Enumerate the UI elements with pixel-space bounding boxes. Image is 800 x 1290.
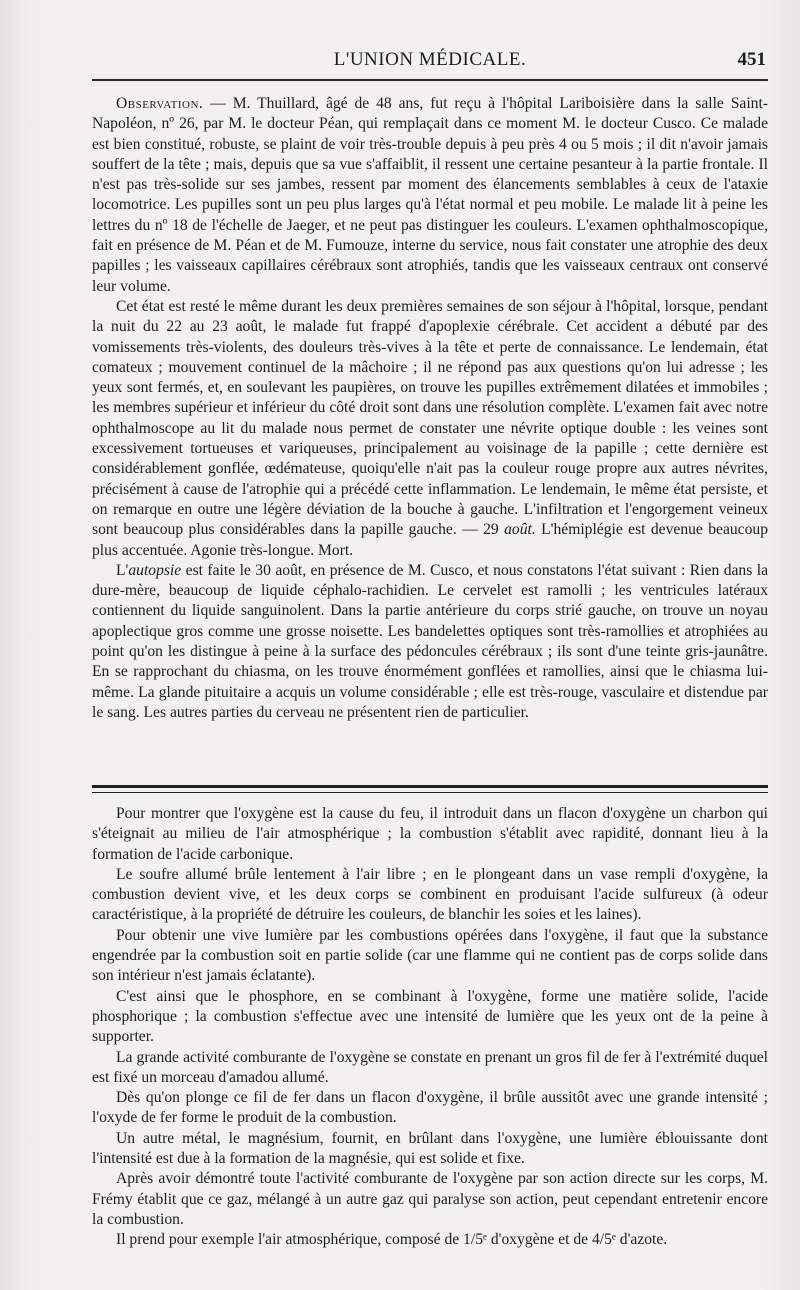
- observation-paragraph: [92, 94, 768, 297]
- oxygen-paragraph: C'est ainsi que le phosphore, en se combinant à l'oxygène, forme une matière solide, l'acide phosphorique ; la combustion s'effectue avec une intensité de lumière que les yeux ont de la peine à supporter.: [92, 987, 768, 1046]
- oxygen-paragraph: Pour obtenir une vive lumière par les combustions opérées dans l'oxygène, il faut que la substance engendrée par la combustion soit en partie solide (car une flamme qui ne contient pas de corps solide dans son intérieur n'est jamais éclatante).: [92, 926, 768, 985]
- oxygen-paragraph: Dès qu'on plonge ce fil de fer dans un flacon d'oxygène, il brûle aussitôt avec une grande intensité ; l'oxyde de fer forme le produit de la combustion.: [92, 1089, 768, 1127]
- course-paragraph: [92, 297, 768, 561]
- section-divider: [92, 785, 768, 793]
- running-title: L'UNION MÉDICALE.: [333, 49, 527, 70]
- oxygen-paragraph: La grande activité comburante de l'oxygène se constate en prenant un gros fil de fer à l'extrémité duquel est fixé un morceau d'amadou allumé.: [92, 1048, 768, 1086]
- course-date-emphasis: août.: [504, 521, 536, 539]
- oxygen-paragraph: Après avoir démontré toute l'activité comburante de l'oxygène par son action directe sur les corps, M. Frémy établit que ce gaz, mélangé à un autre gaz qui paralyse son action, peut cependant entretenir encore la combustion.: [92, 1170, 768, 1228]
- observation-section: [92, 94, 768, 723]
- oxygen-paragraph: Pour montrer que l'oxygène est la cause du feu, il introduit dans un flacon d'oxygène un charbon qui s'éteignait au milieu de l'air atmosphérique ; la combustion s'établit avec rapidité, donnant lieu à la formation de l'acide carbonique.: [92, 805, 768, 863]
- header-rule: [92, 79, 768, 81]
- oxygen-paragraph: Un autre métal, le magnésium, fournit, en brûlant dans l'oxygène, une lumière éblouissante dont l'intensité est due à la formation de la magnésie, qui est solide et fixe.: [92, 1129, 768, 1168]
- autopsy-emphasis: autopsie: [128, 561, 182, 579]
- autopsy-text: est faite le 30 août, en présence de M. Cusco, et nous constatons l'état suivant : Rien dans la dure-mère, beaucoup de liquide céphalo-rachidien. Le cervelet est ramolli ; les ventricules latéraux contiennent du liquide sanguinolent. Dans la partie antérieure du corps strié gauche, on trouve un noyau apoplectique gros comme une grosse noisette. Les bandelettes optiques sont très-ramollies et atrophiées au point qu'on les distingue à peine à la surface des pédoncules cérébraux ; ils sont d'une teinte gris-jaunâtre. En se rapprochant du chiasma, on les trouve énormément gonflées et ramollies, ainsi que le chiasma lui-même. La glande pituitaire a acquis un volume considérable ; elle est très-rouge, vasculaire et distendue par le sang. Les autres parties du cerveau ne présentent rien de particulier.: [92, 561, 768, 721]
- autopsy-paragraph: [92, 561, 768, 723]
- course-text: Cet état est resté le même durant les deux premières semaines de son séjour à l'hôpital, lorsque, pendant la nuit du 22 au 23 août, le malade fut frappé d'apoplexie cérébrale. Cet accident a débuté par des vomissements très-violents, des douleurs très-vives à la tête et perte de connaissance. Le lendemain, état comateux ; mouvement continuel de la mâchoire ; il ne répond pas aux questions qu'on lui adresse ; les yeux sont fermés, et, en soulevant les paupières, on trouve les pupilles extrêmement dilatées et immobiles ; les membres supérieur et inférieur du côté droit sont dans une résolution complète. L'examen fait avec notre ophthalmoscope au lit du malade nous permet de constater une névrite optique double : les veines sont excessivement tortueuses et variqueuses, principalement au voisinage de la papille ; cette dernière est considérablement gonflée, œdémateuse, quoiqu'elle n'ait pas la couleur rouge propre aux autres névrites, précisément à cause de l'atrophie qui a précédé cette inflammation. Le lendemain, le même état persiste, et on remarque en outre une légère déviation de la bouche à gauche. L'infiltration et l'engorgement veineux sont beaucoup plus considérables dans la papille gauche. — 29: [92, 297, 768, 539]
- page-header: [92, 46, 768, 76]
- observation-lead-text: — M. Thuillard, âgé de 48 ans, fut reçu à l'hôpital Lariboisière dans la salle Saint-Napoléon, nº 26, par M. le docteur Péan, qui remplaçait dans ce moment M. le docteur Cusco. Ce malade est bien constitué, robuste, se plaint de voir très-trouble depuis à peu près 4 ou 5 mois ; il dit n'avoir jamais souffert de la tête ; mais, depuis que sa vue s'affaiblit, il ressent une certaine pesanteur à la partie frontale. Il n'est pas très-solide sur ses jambes, ressent par moment des élancements semblables à ceux de l'ataxie locomotrice. Les pupilles sont un peu plus larges qu'à l'état normal et peu mobile. Le malade lit à peine les lettres du nº 18 de l'échelle de Jaeger, et ne peut pas distinguer les couleurs. L'examen ophthalmoscopique, fait en présence de M. Péan et de M. Fumouze, interne du service, nous fait constater une atrophie des deux papilles ; les vaisseaux capillaires cérébraux sont atrophiés, tandis que les vaisseaux centraux ont conservé leur volume.: [92, 95, 768, 295]
- observation-label: Observation.: [116, 95, 204, 112]
- oxygen-paragraph: Le soufre allumé brûle lentement à l'air libre ; en le plongeant dans un vase rempli d'oxygène, la combustion devient vive, et les deux corps se combinent en produisant l'acide sulfureux (à odeur caractéristique, à la propriété de détruire les couleurs, de blanchir les soies et les laines).: [92, 865, 768, 924]
- oxygen-section: [92, 804, 768, 1251]
- page-number: 451: [737, 49, 766, 70]
- autopsy-prefix: L': [116, 561, 129, 579]
- oxygen-paragraph: Il prend pour exemple l'air atmosphérique, composé de 1/5ᵉ d'oxygène et de 4/5ᵉ d'azote.: [116, 1231, 668, 1249]
- course-tail-text: L'hémiplégie est devenue beaucoup plus accentuée. Agonie très-longue. Mort.: [92, 521, 768, 559]
